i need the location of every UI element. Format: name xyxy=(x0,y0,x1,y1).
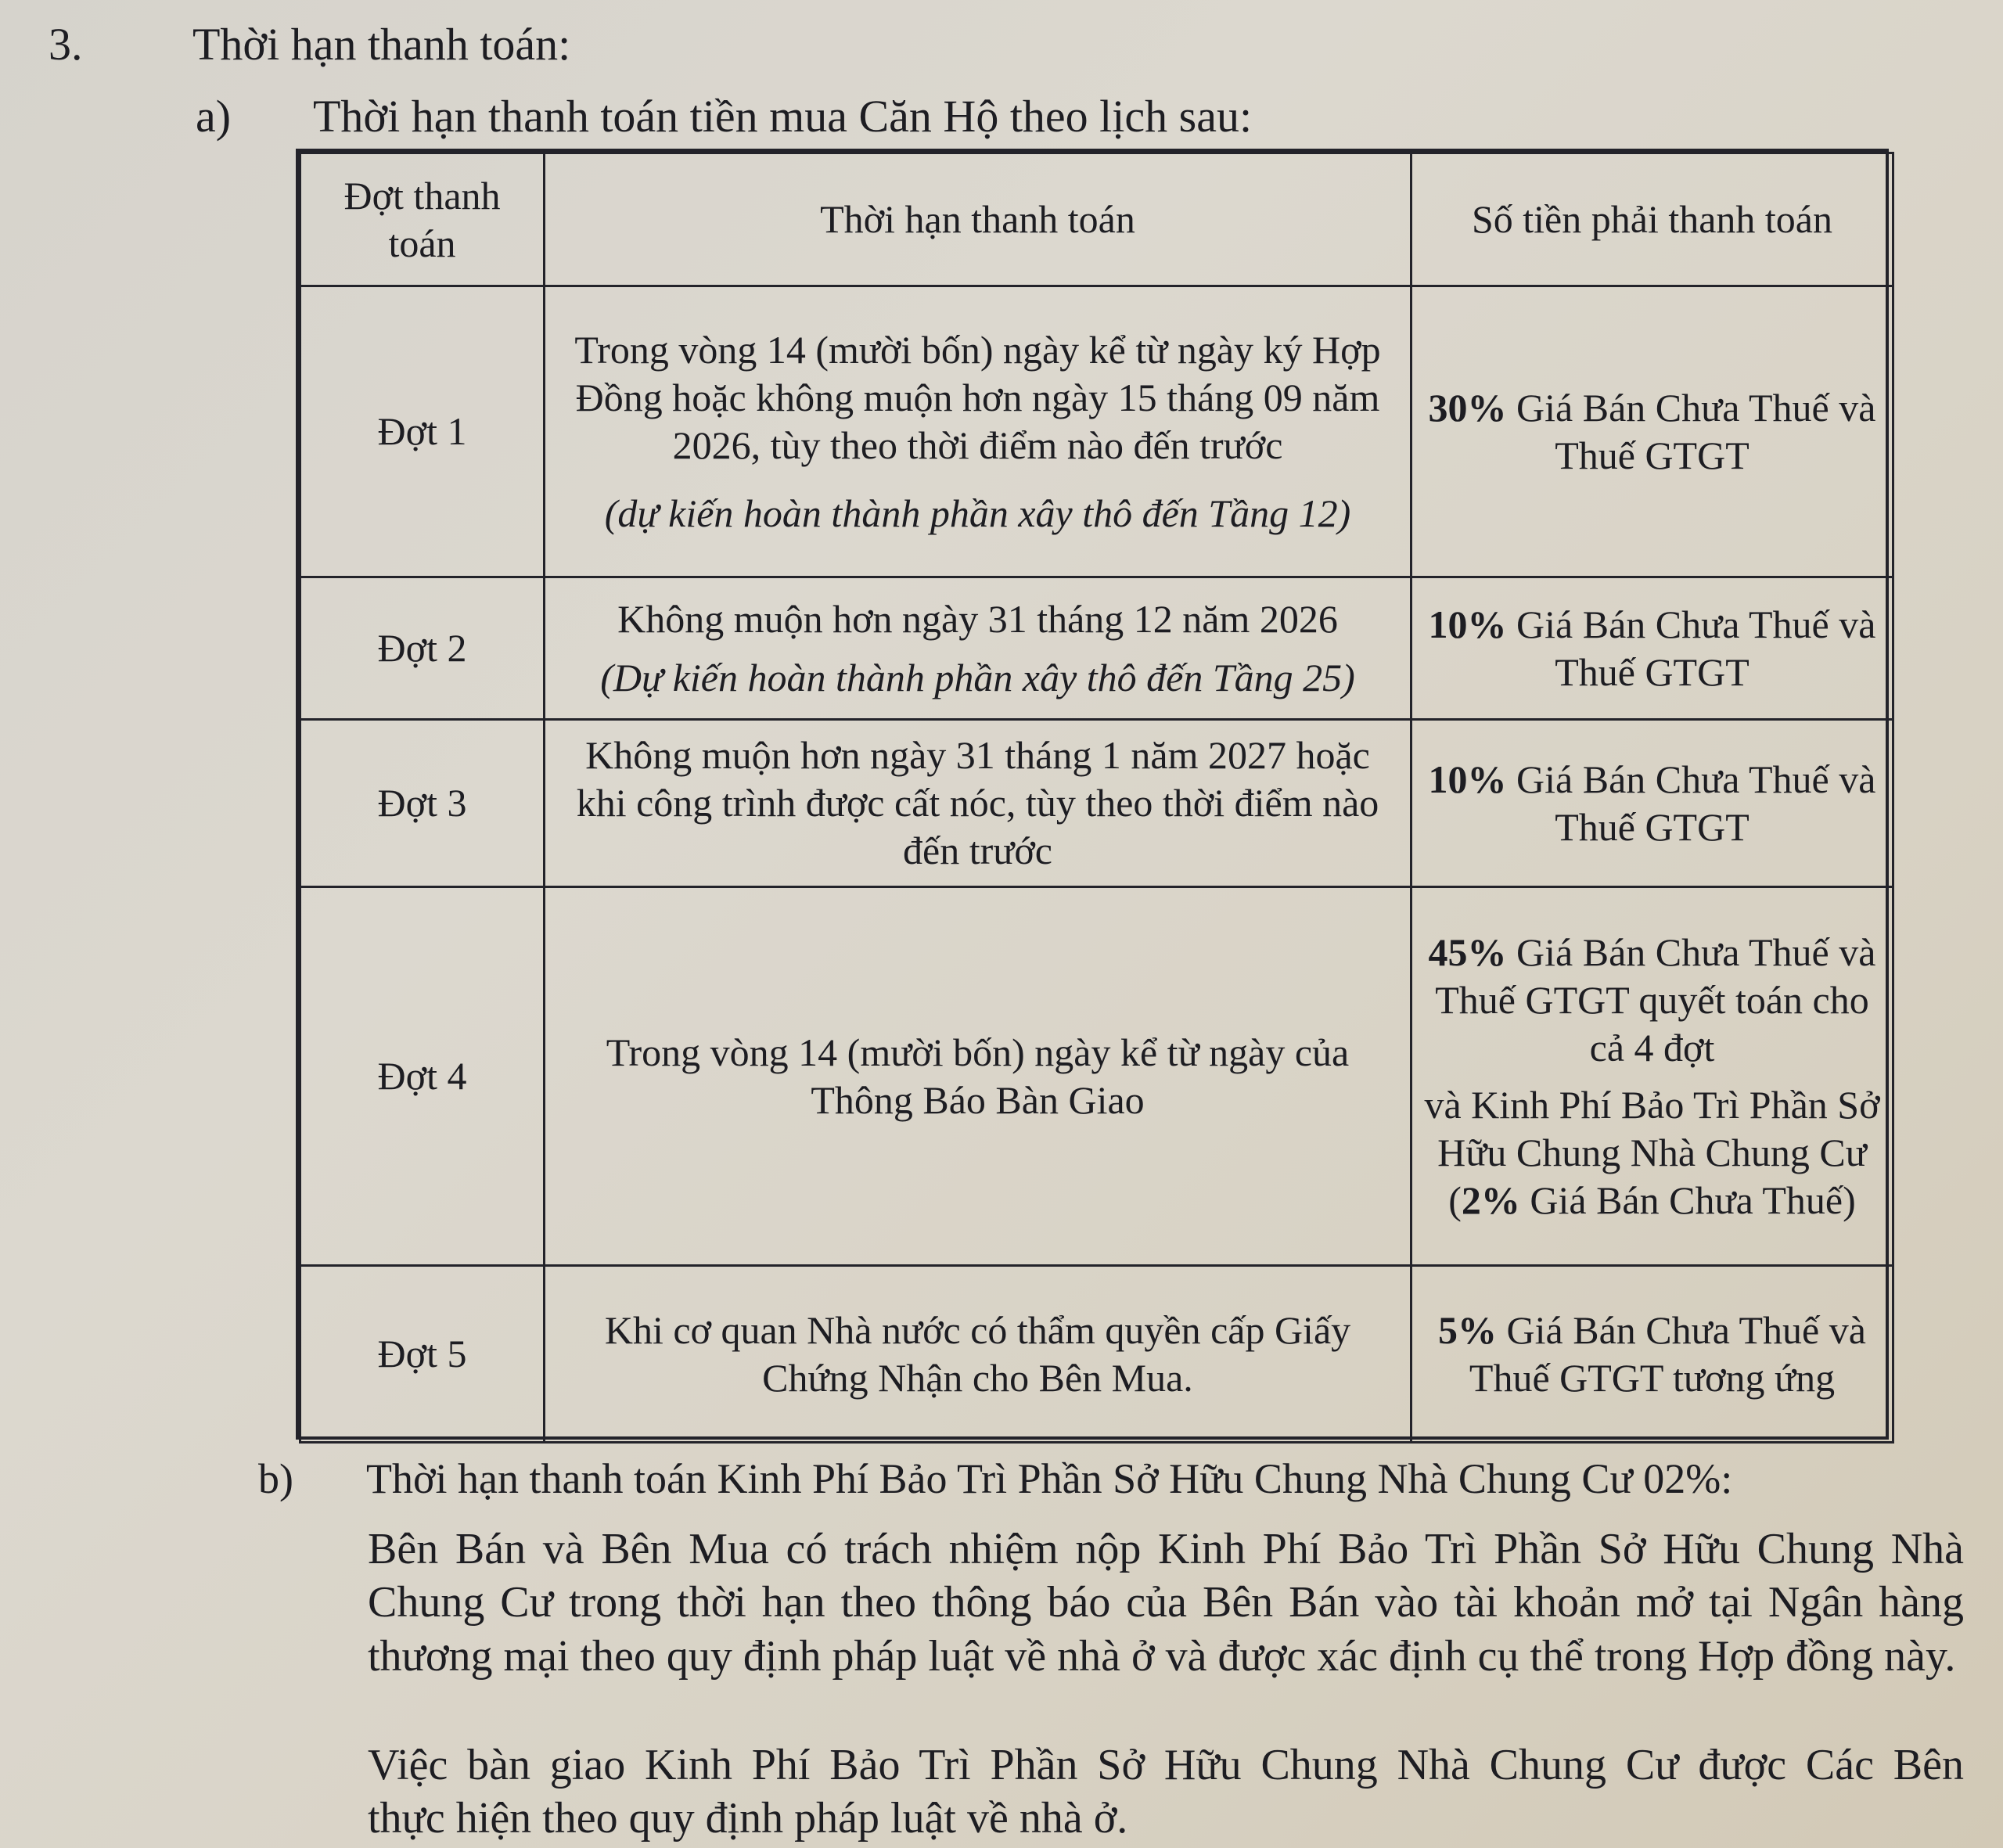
header-amount: Số tiền phải thanh toán xyxy=(1411,153,1893,286)
deadline-text: Không muộn hơn ngày 31 tháng 1 năm 2027 hoặc khi công trình được cất nóc, tùy theo thời điểm nào đến trước xyxy=(576,733,1379,872)
amount-percent: 30% xyxy=(1428,385,1507,430)
deadline-cell xyxy=(545,286,1411,577)
payment-schedule-table xyxy=(296,149,1889,1440)
part-b-label: b) xyxy=(258,1455,293,1502)
amount-percent: 45% xyxy=(1428,929,1507,974)
deadline-cell xyxy=(545,1266,1411,1443)
amount-cell xyxy=(1411,887,1893,1266)
table-row xyxy=(300,577,1893,720)
section-title: Thời hạn thanh toán: xyxy=(192,19,571,70)
header-deadline: Thời hạn thanh toán xyxy=(545,153,1411,286)
deadline-note: (Dự kiến hoàn thành phần xây thô đến Tầng 25) xyxy=(600,655,1355,699)
deadline-cell xyxy=(545,720,1411,887)
part-a-label: a) xyxy=(196,91,232,142)
amount-text: Giá Bán Chưa Thuế và Thuế GTGT xyxy=(1516,602,1876,694)
table-row xyxy=(300,887,1893,1266)
table-row xyxy=(300,286,1893,577)
table-header-row xyxy=(300,153,1893,286)
installment-cell: Đợt 1 xyxy=(300,286,545,577)
section-number: 3. xyxy=(49,19,83,70)
deadline-cell xyxy=(545,577,1411,720)
installment-cell: Đợt 3 xyxy=(300,720,545,887)
amount-cell xyxy=(1411,1266,1893,1443)
deadline-text: Khi cơ quan Nhà nước có thẩm quyền cấp Giấy Chứng Nhận cho Bên Mua. xyxy=(604,1307,1351,1400)
part-b-title: Thời hạn thanh toán Kinh Phí Bảo Trì Phần Sở Hữu Chung Nhà Chung Cư 02%: xyxy=(366,1455,1733,1502)
amount-text: Giá Bán Chưa Thuế và Thuế GTGT xyxy=(1516,757,1876,849)
deadline-text: Trong vòng 14 (mười bốn) ngày kể từ ngày ký Hợp Đồng hoặc không muộn hơn ngày 15 tháng 09 năm 2026, tùy theo thời điểm nào đến trước xyxy=(574,327,1381,467)
amount-percent: 10% xyxy=(1428,602,1507,646)
deadline-cell xyxy=(545,887,1411,1266)
installment-cell: Đợt 2 xyxy=(300,577,545,720)
part-b-paragraph-2-line-1: Việc bàn giao Kinh Phí Bảo Trì Phần Sở Hữu Chung Nhà Chung Cư được Các Bên xyxy=(368,1741,1964,1789)
amount-text: Giá Bán Chưa Thuế và Thuế GTGT quyết toán cho cả 4 đợt xyxy=(1435,929,1876,1070)
amount-text-maintenance-end: Giá Bán Chưa Thuế) xyxy=(1519,1177,1856,1222)
part-b-paragraph-1: Bên Bán và Bên Mua có trách nhiệm nộp Kinh Phí Bảo Trì Phần Sở Hữu Chung Nhà Chung Cư trong thời hạn theo thông báo của Bên Bán vào tài khoản mở tại Ngân hàng thương mại theo quy định pháp luật về nhà ở và được xác định cụ thể trong Hợp đồng này. xyxy=(368,1525,1964,1681)
deadline-text: Không muộn hơn ngày 31 tháng 12 năm 2026 xyxy=(617,596,1338,641)
amount-text-maintenance: và Kinh Phí Bảo Trì Phần Sở Hữu Chung Nhà Chung Cư ( xyxy=(1424,1082,1880,1222)
amount-text: Giá Bán Chưa Thuế và Thuế GTGT xyxy=(1516,385,1876,477)
deadline-note: (dự kiến hoàn thành phần xây thô đến Tầng 12) xyxy=(604,491,1351,535)
header-installment: Đợt thanh toán xyxy=(300,153,545,286)
amount-percent: 5% xyxy=(1438,1307,1498,1352)
part-a-title: Thời hạn thanh toán tiền mua Căn Hộ theo lịch sau: xyxy=(313,91,1253,142)
part-b-paragraph-2-line-2: thực hiện theo quy định pháp luật về nhà ở. xyxy=(368,1794,1128,1843)
installment-cell: Đợt 4 xyxy=(300,887,545,1266)
amount-percent: 10% xyxy=(1428,757,1507,801)
table-row xyxy=(300,1266,1893,1443)
table-row xyxy=(300,720,1893,887)
amount-cell xyxy=(1411,720,1893,887)
deadline-text: Trong vòng 14 (mười bốn) ngày kể từ ngày của Thông Báo Bàn Giao xyxy=(606,1030,1350,1122)
amount-cell xyxy=(1411,286,1893,577)
amount-maintenance-percent: 2% xyxy=(1461,1177,1520,1222)
amount-cell xyxy=(1411,577,1893,720)
amount-text: Giá Bán Chưa Thuế và Thuế GTGT tương ứng xyxy=(1469,1307,1866,1400)
installment-cell: Đợt 5 xyxy=(300,1266,545,1443)
